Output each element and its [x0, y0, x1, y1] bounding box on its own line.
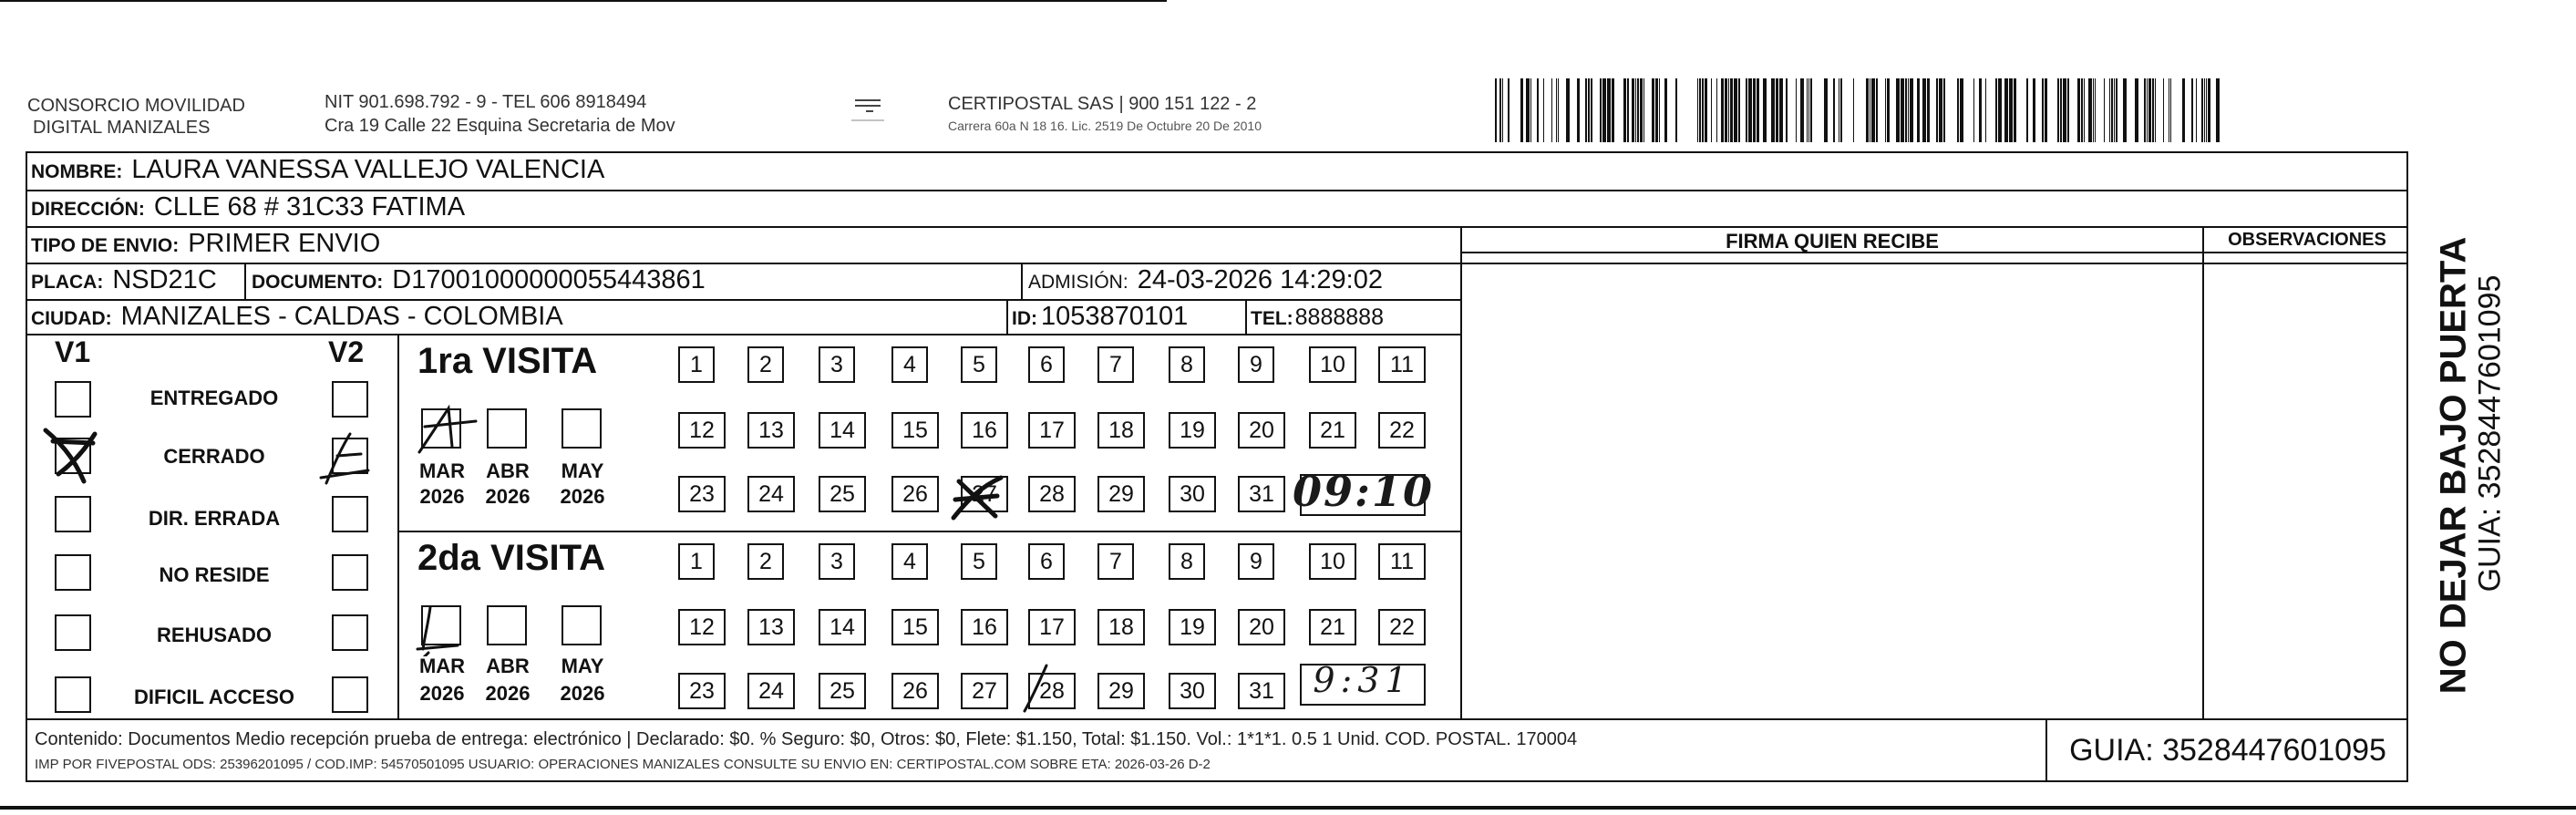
day-28-handwritten-slash [1019, 662, 1059, 713]
firma-header: FIRMA QUIEN RECIBE [1726, 230, 1939, 253]
month-mar-handwritten-mark [412, 399, 485, 458]
day-6-box-v2[interactable]: 6 [1028, 543, 1065, 580]
day-16-box-v1[interactable]: 16 [961, 412, 1008, 449]
day-13-box-v1[interactable]: 13 [747, 412, 795, 449]
v2-dir-errada-checkbox[interactable] [332, 496, 368, 532]
day-4-box-v2[interactable]: 4 [891, 543, 928, 580]
top-scan-edge [0, 0, 1167, 2]
side-text-block [2408, 151, 2545, 782]
day-28-box-v1[interactable]: 28 [1028, 476, 1076, 512]
placa-value: NSD21C [112, 265, 217, 294]
ciudad-value: MANIZALES - CALDAS - COLOMBIA [120, 302, 563, 331]
day-15-box-v2[interactable]: 15 [891, 609, 939, 645]
year-label-2b: 2026 [485, 682, 531, 705]
day-12-box-v1[interactable]: 12 [678, 412, 726, 449]
day-3-box-v1[interactable]: 3 [819, 346, 855, 383]
day-11-box-v2[interactable]: 11 [1378, 543, 1426, 580]
carrier-line1: CERTIPOSTAL SAS | 900 151 122 - 2 [948, 94, 1257, 114]
day-30-box-v1[interactable]: 30 [1169, 476, 1216, 512]
day-27-box-v1[interactable]: 27 [961, 476, 1008, 512]
direccion-label: DIRECCIÓN: [31, 199, 145, 220]
day-25-box-v1[interactable]: 25 [819, 476, 866, 512]
day-26-box-v2[interactable]: 26 [891, 673, 939, 709]
day-12-box-v2[interactable]: 12 [678, 609, 726, 645]
v2-rehusado-checkbox[interactable] [332, 614, 368, 651]
row-divider [26, 226, 2408, 228]
status-no-reside: NO RESIDE [159, 563, 270, 586]
ciudad-row [31, 302, 563, 332]
year-label-1b: 2026 [485, 485, 531, 508]
nit-line: NIT 901.698.792 - 9 - TEL 606 8918494 [325, 92, 647, 112]
carrier-line2: Carrera 60a N 18 16. Lic. 2519 De Octubre 20 De 2010 [948, 119, 1262, 133]
month-may-box-2[interactable] [562, 605, 602, 645]
side-guia: GUIA: 3528447601095 [2472, 274, 2508, 593]
footer-divider [26, 718, 2408, 720]
second-visit-time: 9:31 [1313, 660, 1413, 700]
month-mar-label-1: MAR [418, 459, 466, 482]
id-value: 1053870101 [1041, 302, 1189, 331]
day-20-box-v2[interactable]: 20 [1238, 609, 1285, 645]
month-mar-label-2: MAR [418, 655, 466, 677]
v1-entregado-checkbox[interactable] [55, 381, 91, 418]
day-15-box-v1[interactable]: 15 [891, 412, 939, 449]
day-27-handwritten-cross [950, 472, 1005, 523]
nombre-value: LAURA VANESSA VALLEJO VALENCIA [131, 155, 605, 184]
day-25-box-v2[interactable]: 25 [819, 673, 866, 709]
first-visit-title: 1ra VISITA [417, 341, 598, 381]
company-name-line2: DIGITAL MANIZALES [33, 118, 211, 138]
v1-dificil-acceso-checkbox[interactable] [55, 676, 91, 713]
v2-entregado-checkbox[interactable] [332, 381, 368, 418]
barcode [1495, 78, 2224, 142]
day-23-box-v1[interactable]: 23 [678, 476, 726, 512]
cerrado-v1-handwritten-mark [40, 421, 113, 485]
placa-divider [244, 263, 246, 299]
day-8-box-v1[interactable]: 8 [1169, 346, 1205, 383]
status-divider [397, 334, 399, 718]
v1-rehusado-checkbox[interactable] [55, 614, 91, 651]
day-29-box-v1[interactable]: 29 [1097, 476, 1145, 512]
day-30-box-v2[interactable]: 30 [1169, 673, 1216, 709]
day-5-box-v2[interactable]: 5 [961, 543, 997, 580]
day-23-box-v2[interactable]: 23 [678, 673, 726, 709]
day-27-box-v2[interactable]: 27 [961, 673, 1008, 709]
tel-value: 8888888 [1294, 304, 1384, 330]
status-entregado: ENTREGADO [149, 387, 279, 409]
month-abr-label-2: ABR [486, 655, 530, 677]
day-14-box-v1[interactable]: 14 [819, 412, 866, 449]
day-18-box-v2[interactable]: 18 [1097, 609, 1145, 645]
status-rehusado: REHUSADO [157, 624, 272, 646]
day-6-box-v1[interactable]: 6 [1028, 346, 1065, 383]
nombre-row [31, 155, 604, 185]
day-22-box-v1[interactable]: 22 [1378, 412, 1426, 449]
documento-row [252, 265, 706, 295]
day-17-box-v2[interactable]: 17 [1028, 609, 1076, 645]
no-dejar-bajo-puerta: NO DEJAR BAJO PUERTA [2433, 236, 2474, 695]
guia-footer: GUIA: 3528447601095 [2069, 733, 2386, 768]
month-abr-box-2[interactable] [487, 605, 527, 645]
tel-row [1251, 304, 1384, 331]
day-9-box-v1[interactable]: 9 [1238, 346, 1274, 383]
admision-value: 24-03-2026 14:29:02 [1137, 265, 1383, 294]
direccion-value: CLLE 68 # 31C33 FATIMA [153, 192, 466, 222]
day-7-box-v2[interactable]: 7 [1097, 543, 1134, 580]
status-cerrado: CERRADO [163, 445, 265, 468]
placa-label: PLACA: [31, 272, 104, 293]
year-label-2a: 2026 [419, 682, 465, 705]
month-may-label-1: MAY [561, 459, 604, 482]
tipo-envio-label: TIPO DE ENVIO: [31, 235, 180, 256]
day-20-box-v1[interactable]: 20 [1238, 412, 1285, 449]
day-2-box-v1[interactable]: 2 [747, 346, 784, 383]
ciudad-label: CIUDAD: [31, 308, 112, 329]
month-abr-box-1[interactable] [487, 408, 527, 449]
day-21-box-v1[interactable]: 21 [1309, 412, 1356, 449]
day-24-box-v1[interactable]: 24 [747, 476, 795, 512]
day-8-box-v2[interactable]: 8 [1169, 543, 1205, 580]
day-10-box-v1[interactable]: 10 [1309, 346, 1356, 383]
obs-col-divider [2202, 226, 2204, 718]
documento-label: DOCUMENTO: [252, 272, 384, 293]
day-22-box-v2[interactable]: 22 [1378, 609, 1426, 645]
v1-no-reside-checkbox[interactable] [55, 554, 91, 591]
row-divider [26, 190, 2408, 191]
imp-line: IMP POR FIVEPOSTAL ODS: 25396201095 / COD.IMP: 54570501095 USUARIO: OPERACIONES MANIZALES CONSULTE SU ENVIO EN: CERTIPOSTAL.COM SOBRE ETA: 2026-03-26 D-2 [35, 757, 1211, 772]
day-31-box-v1[interactable]: 31 [1238, 476, 1285, 512]
second-visit-title: 2da VISITA [417, 538, 605, 578]
row-divider [26, 263, 2408, 264]
day-16-box-v2[interactable]: 16 [961, 609, 1008, 645]
day-11-box-v1[interactable]: 11 [1378, 346, 1426, 383]
admision-label: ADMISIÓN: [1028, 272, 1128, 293]
firma-col-divider [1460, 226, 1462, 718]
month-mar-2-handwritten-mark [410, 598, 474, 656]
day-18-box-v1[interactable]: 18 [1097, 412, 1145, 449]
day-7-box-v1[interactable]: 7 [1097, 346, 1134, 383]
day-31-box-v2[interactable]: 31 [1238, 673, 1285, 709]
visits-divider [397, 531, 1462, 532]
status-dificil-acceso: DIFICIL ACCESO [133, 686, 294, 708]
nombre-label: NOMBRE: [31, 161, 123, 182]
day-29-box-v2[interactable]: 29 [1097, 673, 1145, 709]
v1-label: V1 [55, 335, 91, 368]
v2-dificil-acceso-checkbox[interactable] [332, 676, 368, 713]
v1-dir-errada-checkbox[interactable] [55, 496, 91, 532]
documento-value: D17001000000055443861 [392, 265, 706, 294]
address-line: Cra 19 Calle 22 Esquina Secretaria de Mov [325, 116, 675, 136]
status-dir-errada: DIR. ERRADA [148, 507, 281, 530]
admision-row [1028, 265, 1383, 295]
direccion-row [31, 192, 465, 222]
day-24-box-v2[interactable]: 24 [747, 673, 795, 709]
id-row [1012, 302, 1188, 332]
id-divider [1006, 299, 1008, 334]
observaciones-header: OBSERVACIONES [2228, 230, 2386, 250]
day-17-box-v1[interactable]: 17 [1028, 412, 1076, 449]
day-2-box-v2[interactable]: 2 [747, 543, 784, 580]
bottom-scan-edge [0, 806, 2576, 810]
contenido-line: Contenido: Documentos Medio recepción prueba de entrega: electrónico | Declarado: $0. % Seguro: $0, Otros: $0, Flete: $1.150, Total: $1.150. Vol.: 1*1*1. 0.5 1 Unid. COD. POSTAL. 170004 [35, 729, 1578, 749]
day-19-box-v2[interactable]: 19 [1169, 609, 1216, 645]
tel-divider [1245, 299, 1247, 334]
month-abr-label-1: ABR [486, 459, 530, 482]
day-21-box-v2[interactable]: 21 [1309, 609, 1356, 645]
v2-label: V2 [328, 335, 365, 368]
day-10-box-v2[interactable]: 10 [1309, 543, 1356, 580]
year-label-2c: 2026 [560, 682, 605, 705]
day-19-box-v1[interactable]: 19 [1169, 412, 1216, 449]
day-5-box-v1[interactable]: 5 [961, 346, 997, 383]
tipo-envio-row [31, 229, 380, 259]
tipo-envio-value: PRIMER ENVIO [188, 229, 381, 258]
day-13-box-v2[interactable]: 13 [747, 609, 795, 645]
first-visit-time: 09:10 [1293, 467, 1435, 516]
month-may-label-2: MAY [561, 655, 604, 677]
day-14-box-v2[interactable]: 14 [819, 609, 866, 645]
row-divider [26, 334, 1462, 335]
day-28-box-v2[interactable]: 28 [1028, 673, 1076, 709]
v2-no-reside-checkbox[interactable] [332, 554, 368, 591]
tel-label: TEL: [1251, 308, 1293, 329]
cerrado-v2-handwritten-mark [314, 428, 386, 492]
day-4-box-v1[interactable]: 4 [891, 346, 928, 383]
company-name-line1: CONSORCIO MOVILIDAD [27, 96, 245, 116]
id-label: ID: [1012, 308, 1037, 329]
year-label-1c: 2026 [560, 485, 605, 508]
placa-row [31, 265, 217, 295]
day-1-box-v1[interactable]: 1 [678, 346, 715, 383]
month-may-box-1[interactable] [562, 408, 602, 449]
year-label-1a: 2026 [419, 485, 465, 508]
day-9-box-v2[interactable]: 9 [1238, 543, 1274, 580]
admision-divider [1021, 263, 1023, 299]
day-3-box-v2[interactable]: 3 [819, 543, 855, 580]
carrier-logo-icon [848, 89, 888, 126]
day-26-box-v1[interactable]: 26 [891, 476, 939, 512]
day-1-box-v2[interactable]: 1 [678, 543, 715, 580]
